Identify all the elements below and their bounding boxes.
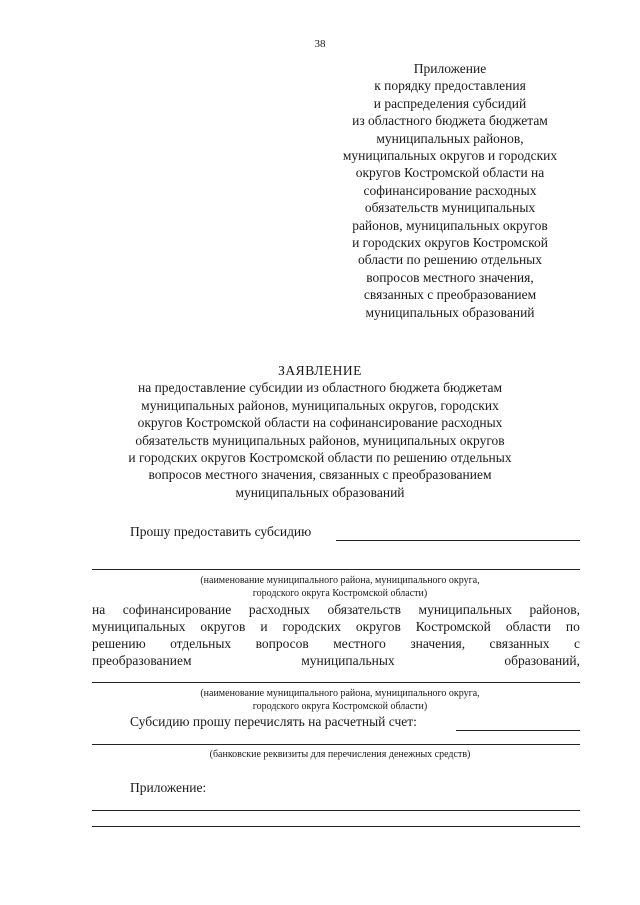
municipality-field-line[interactable] <box>92 682 580 683</box>
purpose-word: области <box>505 619 551 634</box>
purpose-word: на <box>92 602 106 617</box>
appendix-line: Приложение <box>413 61 487 76</box>
purpose-word: по <box>565 619 580 634</box>
purpose-word: городских <box>282 619 341 634</box>
purpose-word: обязательств <box>327 602 401 617</box>
appendix-line: области по решению отдельных <box>358 252 542 268</box>
municipality-hint-1: (наименование муниципального района, муниципального округа, <box>200 688 480 699</box>
purpose-word: расходных <box>248 602 310 617</box>
subsidy-field-line[interactable] <box>336 540 580 541</box>
attachment-field-line-1[interactable] <box>92 810 580 811</box>
purpose-word: решению <box>92 636 146 651</box>
appendix-line: связанных с преобразованием <box>363 287 537 303</box>
purpose-line-2 <box>92 619 580 635</box>
statement-heading: ЗАЯВЛЕНИЕ <box>278 363 362 378</box>
recipient-hint-1: (наименование муниципального района, муниципального округа, <box>200 575 480 586</box>
recipient-field-line[interactable] <box>92 569 580 570</box>
account-field-line[interactable] <box>456 730 580 731</box>
attachment-field-line-2[interactable] <box>92 826 580 827</box>
purpose-line-1 <box>92 602 580 618</box>
purpose-word: преобразованием <box>92 653 192 668</box>
request-label: Прошу предоставить субсидию <box>130 524 312 539</box>
recipient-hint-2: городского округа Костромской области) <box>252 588 428 599</box>
statement-line: на предоставление субсидии из областного бюджета бюджетам <box>137 380 502 396</box>
statement-line: обязательств муниципальных районов, муниципальных округов <box>135 432 505 448</box>
appendix-line: и городских округов Костромской <box>352 235 548 251</box>
appendix-line: муниципальных образований <box>365 304 535 320</box>
appendix-line: и распределения субсидий <box>373 95 527 111</box>
purpose-word: вопросов <box>255 636 309 651</box>
account-label: Субсидию прошу перечислять на расчетный счет: <box>130 714 417 729</box>
purpose-word: софинансирование <box>122 602 232 617</box>
appendix-line: из областного бюджета бюджетам <box>352 113 548 129</box>
purpose-word: Костромской <box>415 619 491 634</box>
statement-line: округов Костромской области на софинансирование расходных <box>137 415 503 431</box>
statement-line: вопросов местного значения, связанных с преобразованием <box>148 467 492 483</box>
purpose-word: и <box>260 619 268 634</box>
purpose-word: муниципальных <box>92 619 186 634</box>
page-number: 38 <box>314 38 326 50</box>
purpose-word: муниципальных <box>301 653 395 668</box>
purpose-word: муниципальных <box>418 602 512 617</box>
purpose-word: связанных <box>489 636 550 651</box>
statement-line: муниципальных образований <box>235 484 405 500</box>
appendix-line: муниципальных районов, <box>376 130 524 146</box>
attachment-label: Приложение: <box>130 780 207 795</box>
municipality-hint-2: городского округа Костромской области) <box>252 701 428 712</box>
purpose-word: образований, <box>504 653 580 668</box>
purpose-word: округов <box>200 619 246 634</box>
purpose-word: округов <box>355 619 401 634</box>
purpose-word: местного <box>333 636 386 651</box>
purpose-word: отдельных <box>170 636 232 651</box>
purpose-word: значения, <box>410 636 466 651</box>
appendix-header <box>300 60 600 321</box>
bank-details-hint: (банковские реквизиты для перечисления денежных средств) <box>209 749 471 760</box>
appendix-line: районов, муниципальных округов <box>352 217 548 233</box>
appendix-line: обязательств муниципальных <box>364 200 536 216</box>
bank-details-field-line[interactable] <box>92 744 580 745</box>
statement-title-block <box>60 362 580 501</box>
statement-line: и городских округов Костромской области по решению отдельных <box>128 450 512 466</box>
purpose-word: с <box>573 636 580 651</box>
appendix-line: софинансирование расходных <box>363 182 537 198</box>
purpose-line-4 <box>92 653 580 669</box>
appendix-line: муниципальных округов и городских <box>342 148 558 164</box>
appendix-line: вопросов местного значения, <box>366 269 534 285</box>
appendix-line: к порядку предоставления <box>374 78 526 94</box>
purpose-word: районов, <box>529 602 580 617</box>
purpose-line-3 <box>92 636 580 652</box>
appendix-line: округов Костромской области на <box>355 165 545 181</box>
statement-line: муниципальных районов, муниципальных округов, городских <box>141 397 499 413</box>
